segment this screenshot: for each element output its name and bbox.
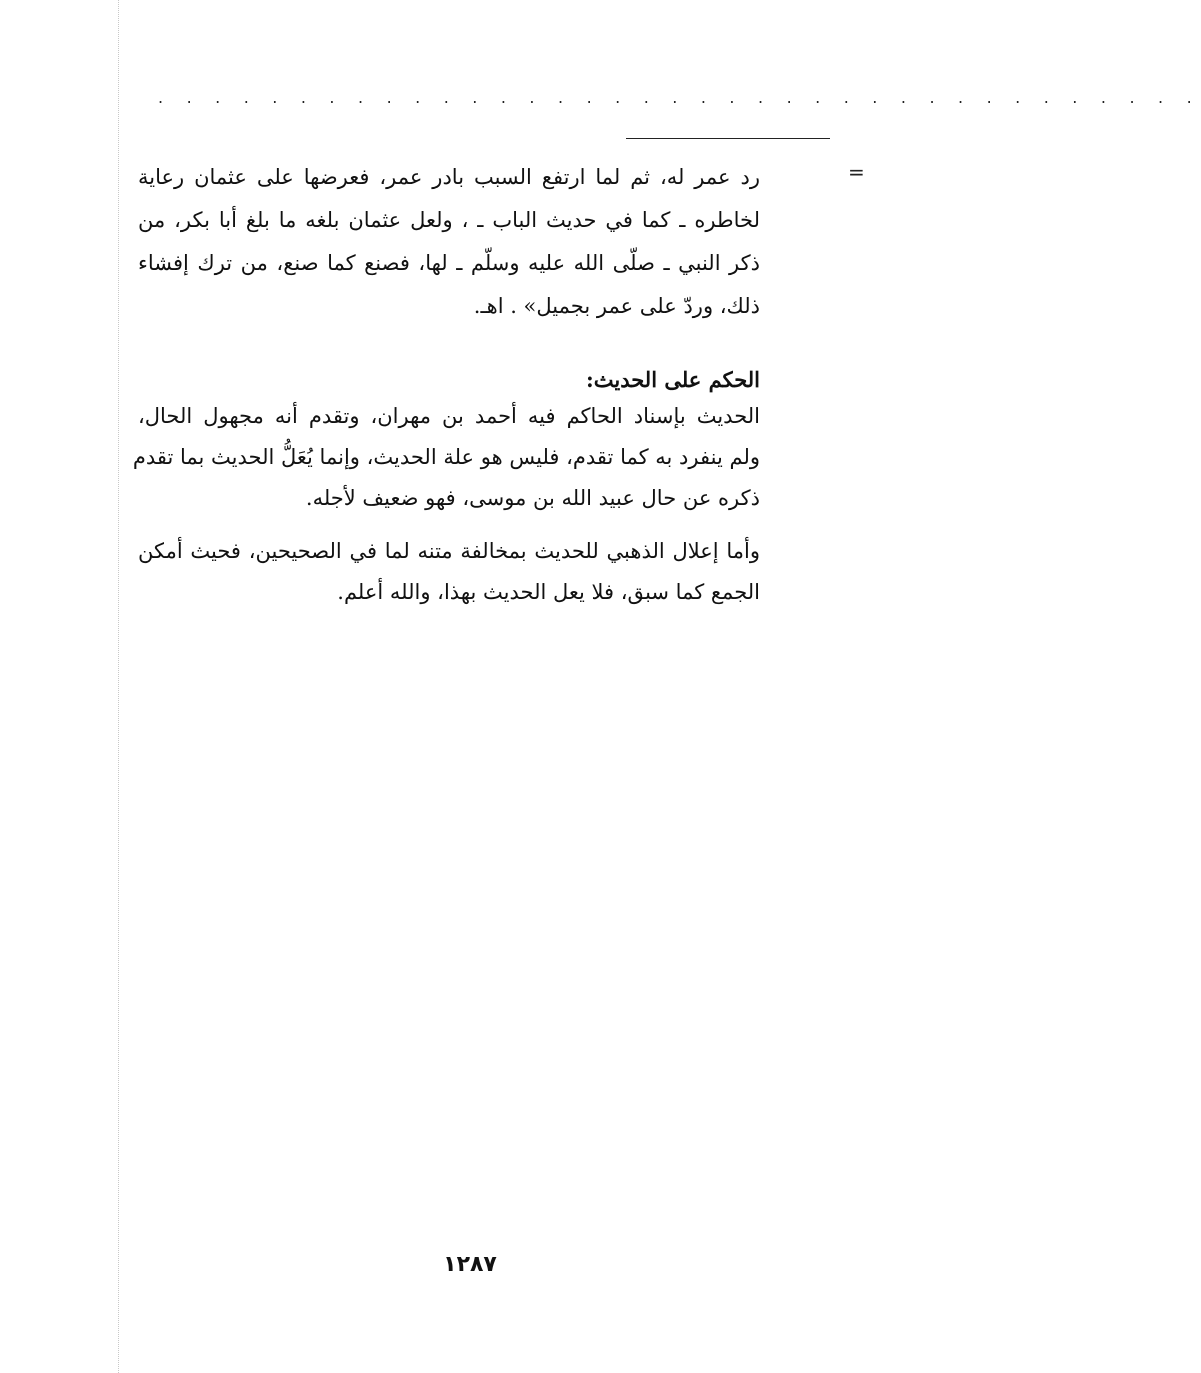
paragraph-line: الجمع كما سبق، فلا يعل الحديث بهذا، والله أعلم. (337, 580, 760, 604)
paragraph-line: وأما إعلال الذهبي للحديث بمخالفة متنه لما في الصحيحين، فحيث أمكن (138, 539, 760, 563)
paragraph-line: ولم ينفرد به كما تقدم، فليس هو علة الحديث، وإنما يُعَلُّ الحديث بما تقدم (132, 445, 760, 469)
footnote-line: ذكر النبي ـ صلّى الله عليه وسلّم ـ لها، فصنع كما صنع، من ترك إفشاء (138, 251, 760, 275)
footnote-rule (626, 138, 830, 139)
scan-gutter-line (118, 0, 119, 1373)
top-dotted-separator: . . . . . . . . . . . . . . . . . . . . . . . . . . . . . . . . . . . . . (158, 88, 1201, 107)
page-number: ١٢٨٧ (443, 1252, 497, 1277)
dhahabi-paragraph (138, 531, 760, 613)
paragraph-line: الحديث بإسناد الحاكم فيه أحمد بن مهران، وتقدم أنه مجهول الحال، (138, 404, 760, 428)
footnote-continuation (138, 156, 760, 328)
section-heading: الحكم على الحديث: (586, 367, 760, 392)
footnote-line: لخاطره ـ كما في حديث الباب ـ ، ولعل عثمان بلغه ما بلغ أبا بكر، من (138, 208, 760, 232)
footnote-line: ذلك، وردّ على عمر بجميل» . اهـ. (473, 294, 760, 318)
continuation-mark: = (848, 160, 865, 184)
ruling-paragraph (132, 396, 760, 519)
paragraph-line: ذكره عن حال عبيد الله بن موسى، فهو ضعيف لأجله. (305, 486, 760, 510)
footnote-line: رد عمر له، ثم لما ارتفع السبب بادر عمر، فعرضها على عثمان رعاية (138, 165, 760, 189)
